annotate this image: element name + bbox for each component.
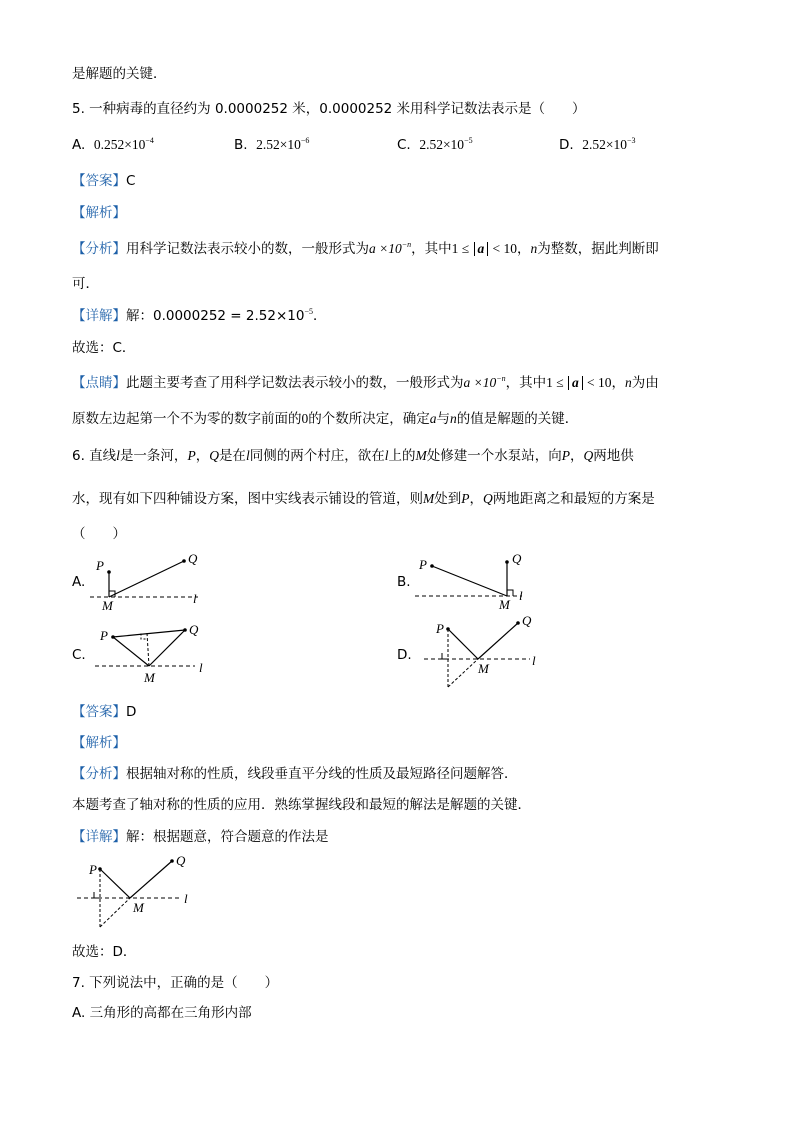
text: 是一条河， [119,448,188,464]
text: 是在 [218,448,246,464]
text: ，其中 [505,375,547,391]
answer-tag: 【答案】 [72,704,126,720]
text: ， [517,241,531,257]
analysis-5-cont: 可． [72,276,99,292]
math-exp: −5 [304,307,313,316]
text: 处修建一个水泵站，向 [426,448,562,464]
q5-option-b[interactable] [234,135,309,155]
choose-5: 故选：C． [72,340,136,356]
option-value: 2.52×10 [419,137,465,152]
label-q: Q [522,613,532,628]
math-var: l [245,448,250,463]
figure-c [95,620,215,685]
option-exponent: −3 [627,136,636,145]
analysis-5 [72,239,659,259]
math-var: M [415,448,427,463]
question-6 [72,446,634,466]
math-var: l [116,448,120,463]
option-exponent: −6 [300,136,310,145]
answer-6 [72,702,136,722]
math-exp: −n [496,374,506,383]
math-abs: a [474,242,489,256]
math-var: n [530,241,538,256]
label-m: M [144,670,155,685]
label-q: Q [512,551,522,566]
text: ， [611,375,626,391]
detail-tag: 【详解】 [72,308,126,324]
comment-tag: 【点睛】 [72,375,126,391]
text: 的值是解题的关键． [456,411,579,427]
answer-value: D [126,704,137,720]
math-var: 0 [301,411,309,426]
text: ，其中 [411,241,452,257]
analysis-tag: 【解析】 [72,205,126,221]
question-6-line2 [72,489,655,509]
label-m: M [499,597,510,612]
option-value: 2.52×10 [256,137,301,152]
analysis-heading-6 [72,733,126,753]
answer-tag: 【答案】 [72,173,126,189]
math-expr: a ×10 [463,375,497,390]
text: 的个数所决定，确定 [308,411,430,427]
detail-6 [72,827,329,847]
detail-figure [77,853,207,933]
text: ， [195,448,210,464]
text: 为由 [631,375,659,391]
math-var: l [384,448,389,463]
label-m: M [102,598,113,613]
math-var: a [429,411,437,426]
fenxi-tag: 【分析】 [72,241,126,257]
text: 6. 直线 [72,448,117,464]
text: 为整数，据此判断即 [537,241,659,257]
option-label: B. [234,137,248,153]
text: 上的 [388,448,416,464]
math-expr: a ×10 [369,241,402,256]
option-value: 2.52×10 [582,137,628,152]
figure-d [420,613,550,693]
figure-b [415,550,555,610]
math-expr: < 10 [492,241,518,256]
q7-option-a[interactable]: A. 三角形的高都在三角形内部 [72,1005,252,1021]
fig-option-b[interactable]: B. [397,574,411,590]
text: ． [312,308,327,324]
text: 与 [436,411,450,427]
math-var: P [461,491,470,506]
analysis-tag: 【解析】 [72,735,126,751]
math-exp: −n [401,240,412,249]
question-5: 5. 一种病毒的直径约为 0.0000252 米，0.0000252 米用科学记数法表示是（ ） [72,101,586,117]
math-var: P [561,448,570,463]
detail-5 [72,306,326,326]
figure-a [90,551,230,613]
detail-tag: 【详解】 [72,829,126,845]
label-l: l [199,660,203,675]
analysis-6-cont: 本题考查了轴对称的性质的应用．熟练掌握线段和最短的解法是解题的关键． [72,797,531,813]
option-label: C. [397,137,411,153]
math-var: Q [483,491,493,506]
text: 水，现有如下四种铺设方案，图中实线表示铺设的管道，则 [72,491,423,507]
label-p: P [419,557,427,572]
math-var: P [187,448,196,463]
fig-option-a[interactable]: A. [72,574,86,590]
comment-5 [72,373,659,393]
fenxi-tag: 【分析】 [72,766,126,782]
label-l: l [193,591,197,606]
q5-option-c[interactable] [397,135,473,155]
math-var: Q [583,448,594,463]
option-label: A. [72,137,86,153]
text: 两地供 [593,448,634,464]
option-label: D. [559,137,574,153]
label-m: M [133,900,144,915]
question-7: 7. 下列说法中，正确的是（ ） [72,975,279,991]
option-exponent: −4 [145,136,154,145]
label-p: P [96,558,104,573]
label-q: Q [176,853,186,868]
text: 此题主要考查了用科学记数法表示较小的数，一般形式为 [126,375,464,391]
fig-option-d[interactable]: D. [397,647,412,663]
answer-5 [72,171,135,191]
text: 根据轴对称的性质，线段垂直平分线的性质及最短路径问题解答． [126,766,518,782]
text-line: 是解题的关键． [72,66,167,82]
text: 同侧的两个村庄，欲在 [249,448,385,464]
math-expr: 1 ≤ [451,241,470,256]
math-var: M [423,491,435,506]
analysis-heading-5 [72,203,126,223]
label-q: Q [188,551,198,566]
question-6-line3: （ ） [72,526,126,542]
q5-option-d[interactable] [559,135,636,155]
text: 用科学记数法表示较小的数，一般形式为 [126,241,369,257]
text: 处到 [434,491,462,507]
text: 解：根据题意，符合题意的作法是 [126,829,329,845]
math-expr: < 10 [587,375,612,390]
math-var: Q [209,448,219,463]
label-q: Q [189,622,199,637]
math-var: n [450,411,457,426]
label-l: l [184,891,188,906]
comment-5-cont [72,409,578,429]
analysis-6 [72,764,518,784]
choose-6: 故选：D． [72,944,137,960]
math-var: n [625,375,632,390]
label-p: P [100,628,108,643]
q5-option-a[interactable] [72,135,154,155]
text: 解：0.0000252 = 2.52×10 [126,308,305,324]
math-expr: 1 ≤ [546,375,564,390]
label-l: l [519,588,523,603]
label-m: M [478,661,489,676]
text: ， [569,448,584,464]
answer-value: C [126,173,136,189]
text: 原数左边起第一个不为零的数字前面的 [72,411,302,427]
label-p: P [89,862,97,877]
option-exponent: −5 [464,136,473,145]
label-p: P [436,621,444,636]
text: 两地距离之和最短的方案是 [492,491,655,507]
fig-option-c[interactable]: C. [72,647,86,663]
option-value: 0.252×10 [93,137,146,152]
math-abs: a [568,376,583,390]
text: ， [469,491,483,507]
label-l: l [532,653,536,668]
